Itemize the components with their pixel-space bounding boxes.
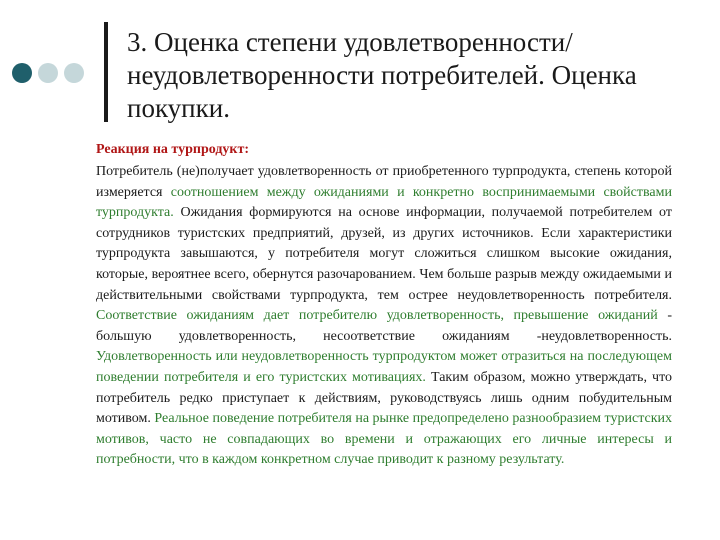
section-heading: Реакция на турпродукт:: [96, 142, 250, 157]
text-segment: Таким образом, можно утверждать, что потребитель редко приступает к действиям, руководствуясь лишь одним побудительным мотивом.: [96, 369, 673, 427]
text-segment-highlight: соотношением между ожиданиями и конкретно воспринимаемыми свойствами турпродукта.: [96, 184, 672, 221]
body-paragraph: [96, 162, 672, 471]
text-segment-highlight: Реальное поведение потребителя на рынке предопределено разнообразием туристских мотивов, часто не совпадающих во времени и отражающих его личные интересы и потребности, что в каждом конкретном случае приводит к разному результату.: [96, 411, 672, 468]
dot-light-2: [64, 63, 84, 83]
text-segment: - большую удовлетворенность, несоответствие ожиданиям -неудовлетворенность.: [96, 308, 672, 344]
dot-light-1: [38, 63, 58, 83]
text-segment: Потребитель (не)получает удовлетворенность от приобретенного турпродукта, степень которой измеряется: [96, 164, 672, 200]
slide-content: [96, 140, 672, 471]
bullet-dots-decoration: [12, 63, 84, 83]
slide-title: 3. Оценка степени удовлетворенности/неудовлетворенности потребителей. Оценка покупки.: [127, 27, 637, 123]
text-segment-highlight: Соответствие ожиданиям дает потребителю удовлетворенность, превышение ожиданий: [96, 308, 658, 324]
dot-dark: [12, 63, 32, 83]
text-segment-highlight: Удовлетворенность или неудовлетворенность турпродуктом может отразиться на последующем поведении потребителя и его туристских мотивациях.: [96, 349, 672, 385]
text-segment: Ожидания формируются на основе информации, получаемой потребителем от сотрудников туристских предприятий, друзей, из других источников. Если характеристики турпродукта завышаются, у потребителя могут сложиться слишком высокие ожидания, которые, вероятнее всего, обернутся разочарованием. Чем больше разрыв между ожидаемыми и действительными свойствами турпродукта, тем острее неудовлетворенность потребителя.: [96, 205, 672, 303]
title-divider-line: [104, 22, 108, 122]
